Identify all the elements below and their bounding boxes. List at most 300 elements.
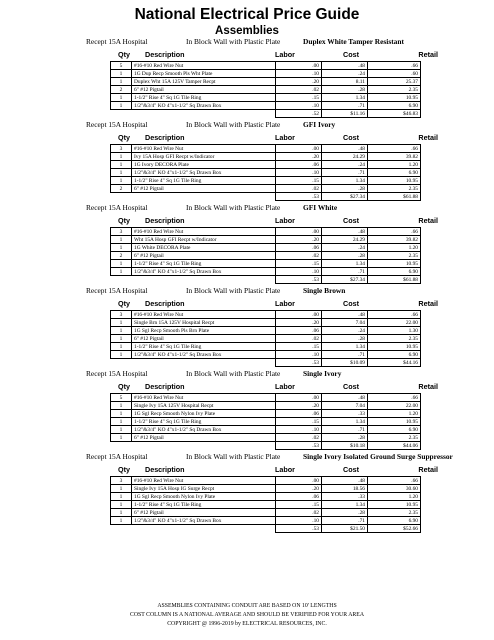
cell-qty: 1	[111, 78, 132, 86]
cell-description: 1G White DECORA Plate	[132, 244, 276, 252]
cell-qty: 3	[111, 145, 132, 153]
cell-description: 1/2"&3/4" KO 4"x1-1/2" Sq Drawn Box	[132, 169, 276, 177]
cell-description: 1/2"&3/4" KO 4"x1-1/2" Sq Drawn Box	[132, 426, 276, 434]
cell-cost: 24.29	[322, 236, 368, 244]
cell-cost: 1.34	[322, 177, 368, 185]
cell-labor: .10	[276, 268, 322, 276]
cell-retail: 2.35	[368, 509, 421, 517]
cell-retail: 1.30	[368, 327, 421, 335]
table-row	[111, 260, 421, 268]
box-type: In Block Wall with Plastic Plate	[186, 369, 281, 378]
cell-labor: .10	[276, 102, 322, 110]
cell-qty: 1	[111, 244, 132, 252]
table-row	[111, 244, 421, 252]
total-labor: .52	[276, 110, 322, 118]
device-type: Single Ivory	[303, 369, 342, 378]
col-description-header: Description	[145, 50, 185, 59]
cell-labor: .10	[276, 426, 322, 434]
table-row	[111, 153, 421, 161]
cell-qty: 1	[111, 319, 132, 327]
cell-retail: 2.35	[368, 335, 421, 343]
cell-labor: .02	[276, 86, 322, 94]
cell-qty: 1	[111, 509, 132, 517]
cell-labor: .00	[276, 228, 322, 236]
cell-labor: .06	[276, 493, 322, 501]
cell-retail: 10.95	[368, 177, 421, 185]
col-description-header: Description	[145, 299, 185, 308]
box-type: In Block Wall with Plastic Plate	[186, 120, 281, 129]
cell-cost: .48	[322, 477, 368, 485]
cell-retail: 2.35	[368, 434, 421, 442]
table-row	[111, 86, 421, 94]
cell-description: 1-1/2" Rise 4" Sq 1G Tile Ring	[132, 418, 276, 426]
cell-cost: 1.34	[322, 260, 368, 268]
section-header	[0, 451, 494, 463]
cell-cost: .24	[322, 161, 368, 169]
total-row	[111, 525, 421, 533]
cell-qty: 1	[111, 169, 132, 177]
recept-type: Recept 15A Hospital	[86, 120, 148, 129]
device-type: Duplex White Tamper Resistant	[303, 37, 404, 46]
cell-labor: .20	[276, 485, 322, 493]
cell-description: 6" #12 Pigtail	[132, 335, 276, 343]
total-labor: .53	[276, 276, 322, 284]
cell-qty: 1	[111, 161, 132, 169]
table-row	[111, 343, 421, 351]
page-title: National Electrical Price Guide	[134, 6, 360, 23]
cell-retail: 2.35	[368, 252, 421, 260]
cell-cost: .71	[322, 102, 368, 110]
items-table	[110, 393, 421, 450]
col-labor-header: Labor	[275, 133, 295, 142]
cell-retail: .66	[368, 311, 421, 319]
cell-labor: .15	[276, 94, 322, 102]
cell-description: 6" #12 Pigtail	[132, 434, 276, 442]
col-labor-header: Labor	[275, 50, 295, 59]
cell-empty	[132, 525, 276, 533]
total-labor: .53	[276, 442, 322, 450]
table-row	[111, 493, 421, 501]
cell-qty: 2	[111, 185, 132, 193]
cell-qty: 1	[111, 343, 132, 351]
cell-qty: 1	[111, 335, 132, 343]
cell-description: #16-#10 Red Wire Nut	[132, 311, 276, 319]
table-row	[111, 410, 421, 418]
total-labor: .53	[276, 359, 322, 367]
cell-cost: .71	[322, 169, 368, 177]
cell-description: 1G Sgl Recp Smooth Nylon Ivy Plate	[132, 410, 276, 418]
table-row	[111, 228, 421, 236]
total-retail: $61.88	[368, 276, 421, 284]
cell-retail: 1.20	[368, 410, 421, 418]
assembly-section	[0, 36, 494, 119]
col-qty-header: Qty	[118, 216, 130, 225]
assembly-section	[0, 119, 494, 202]
table-row	[111, 394, 421, 402]
recept-type: Recept 15A Hospital	[86, 369, 148, 378]
table-row	[111, 78, 421, 86]
cell-qty: 1	[111, 426, 132, 434]
total-retail: $61.88	[368, 193, 421, 201]
table-row	[111, 509, 421, 517]
cell-cost: .28	[322, 335, 368, 343]
cell-description: #16-#10 Red Wire Nut	[132, 62, 276, 70]
device-type: Single Ivory Isolated Ground Surge Suppressor	[303, 452, 453, 461]
cell-description: 1/2"&3/4" KO 4"x1-1/2" Sq Drawn Box	[132, 517, 276, 525]
col-labor-header: Labor	[275, 382, 295, 391]
cell-cost: 7.04	[322, 319, 368, 327]
column-headers	[0, 299, 494, 309]
col-qty-header: Qty	[118, 133, 130, 142]
table-row	[111, 335, 421, 343]
cell-retail: 2.35	[368, 86, 421, 94]
table-row	[111, 311, 421, 319]
cell-retail: 6.90	[368, 268, 421, 276]
cell-retail: 1.20	[368, 161, 421, 169]
cell-description: 1G Dup Recp Smooth Pls Wht Plate	[132, 70, 276, 78]
cell-labor: .02	[276, 434, 322, 442]
cell-empty	[111, 276, 132, 284]
col-retail-header: Retail	[418, 382, 438, 391]
total-row	[111, 276, 421, 284]
cell-cost: 1.34	[322, 343, 368, 351]
cell-cost: 1.34	[322, 501, 368, 509]
cell-qty: 1	[111, 260, 132, 268]
cell-retail: 10.95	[368, 260, 421, 268]
col-cost-header: Cost	[343, 465, 359, 474]
total-retail: $46.83	[368, 110, 421, 118]
cell-labor: .06	[276, 161, 322, 169]
cell-labor: .20	[276, 236, 322, 244]
assembly-sections	[0, 36, 494, 534]
cell-qty: 1	[111, 70, 132, 78]
assembly-section	[0, 202, 494, 285]
col-description-header: Description	[145, 216, 185, 225]
cell-labor: .00	[276, 62, 322, 70]
cell-description: #16-#10 Red Wire Nut	[132, 145, 276, 153]
cell-labor: .06	[276, 244, 322, 252]
col-retail-header: Retail	[418, 216, 438, 225]
table-row	[111, 185, 421, 193]
cell-qty: 2	[111, 86, 132, 94]
cell-description: 1G Sgl Recp Smooth Pls Brn Plate	[132, 327, 276, 335]
cell-retail: 6.90	[368, 102, 421, 110]
cell-qty: 1	[111, 153, 132, 161]
col-qty-header: Qty	[118, 382, 130, 391]
cell-qty: 1	[111, 434, 132, 442]
cell-description: #16-#10 Red Wire Nut	[132, 477, 276, 485]
total-cost: $27.34	[322, 276, 368, 284]
cell-qty: 1	[111, 102, 132, 110]
cell-retail: .66	[368, 62, 421, 70]
cell-qty: 1	[111, 485, 132, 493]
cell-qty: 2	[111, 252, 132, 260]
cell-description: 1/2"&3/4" KO 4"x1-1/2" Sq Drawn Box	[132, 351, 276, 359]
cell-labor: .02	[276, 335, 322, 343]
cell-labor: .06	[276, 410, 322, 418]
table-row	[111, 501, 421, 509]
cell-labor: .06	[276, 327, 322, 335]
cell-labor: .15	[276, 501, 322, 509]
cell-cost: .48	[322, 145, 368, 153]
cell-retail: 22.00	[368, 319, 421, 327]
cell-retail: 10.95	[368, 418, 421, 426]
cell-description: 6" #12 Pigtail	[132, 185, 276, 193]
cell-labor: .10	[276, 351, 322, 359]
assembly-section	[0, 451, 494, 534]
cell-empty	[132, 442, 276, 450]
page-subtitle: Assemblies	[215, 25, 279, 37]
recept-type: Recept 15A Hospital	[86, 37, 148, 46]
column-headers	[0, 382, 494, 392]
col-labor-header: Labor	[275, 216, 295, 225]
cell-qty: 1	[111, 517, 132, 525]
table-row	[111, 177, 421, 185]
total-row	[111, 442, 421, 450]
col-cost-header: Cost	[343, 382, 359, 391]
cell-cost: .48	[322, 311, 368, 319]
cell-retail: 2.35	[368, 185, 421, 193]
table-row	[111, 94, 421, 102]
cell-cost: 24.29	[322, 153, 368, 161]
cell-empty	[132, 276, 276, 284]
items-table	[110, 61, 421, 118]
cell-cost: .71	[322, 268, 368, 276]
cell-qty: 1	[111, 351, 132, 359]
cell-retail: 6.90	[368, 426, 421, 434]
cell-labor: .02	[276, 252, 322, 260]
cell-qty: 1	[111, 327, 132, 335]
total-cost: $10.18	[322, 442, 368, 450]
cell-qty: 1	[111, 236, 132, 244]
section-header	[0, 202, 494, 214]
table-row	[111, 268, 421, 276]
cell-cost: .48	[322, 62, 368, 70]
cell-empty	[132, 110, 276, 118]
cell-retail: 10.95	[368, 343, 421, 351]
cell-description: 1/2"&3/4" KO 4"x1-1/2" Sq Drawn Box	[132, 268, 276, 276]
section-header	[0, 285, 494, 297]
total-retail: $52.66	[368, 525, 421, 533]
cell-description: 1-1/2" Rise 4" Sq 1G Tile Ring	[132, 94, 276, 102]
table-row	[111, 161, 421, 169]
table-row	[111, 327, 421, 335]
cell-description: Single Ivy 15A 125V Hospital Recpt	[132, 402, 276, 410]
col-description-header: Description	[145, 133, 185, 142]
total-row	[111, 359, 421, 367]
total-retail: $44.16	[368, 359, 421, 367]
cell-description: 6" #12 Pigtail	[132, 86, 276, 94]
table-row	[111, 477, 421, 485]
col-cost-header: Cost	[343, 50, 359, 59]
cell-description: 1G Ivory DECORA Plate	[132, 161, 276, 169]
cell-qty: 3	[111, 228, 132, 236]
cell-empty	[111, 359, 132, 367]
cell-retail: 10.95	[368, 501, 421, 509]
col-qty-header: Qty	[118, 299, 130, 308]
box-type: In Block Wall with Plastic Plate	[186, 37, 281, 46]
cell-qty: 1	[111, 501, 132, 509]
cell-retail: .66	[368, 394, 421, 402]
cell-cost: .48	[322, 228, 368, 236]
cell-cost: 8.11	[322, 78, 368, 86]
cell-labor: .10	[276, 517, 322, 525]
cell-description: Single Ivy 15A Hosp IG Surge Recpt	[132, 485, 276, 493]
cell-qty: 1	[111, 418, 132, 426]
col-description-header: Description	[145, 382, 185, 391]
cell-labor: .15	[276, 177, 322, 185]
table-row	[111, 62, 421, 70]
cell-cost: .28	[322, 185, 368, 193]
cell-retail: 39.82	[368, 236, 421, 244]
cell-qty: 1	[111, 94, 132, 102]
cell-retail: 22.00	[368, 402, 421, 410]
cell-labor: .00	[276, 145, 322, 153]
total-cost: $21.50	[322, 525, 368, 533]
cell-retail: 6.90	[368, 351, 421, 359]
device-type: GFI Ivory	[303, 120, 336, 129]
cell-cost: 1.34	[322, 94, 368, 102]
recept-type: Recept 15A Hospital	[86, 286, 148, 295]
table-row	[111, 145, 421, 153]
table-row	[111, 102, 421, 110]
table-row	[111, 169, 421, 177]
cell-description: 1/2"&3/4" KO 4"x1-1/2" Sq Drawn Box	[132, 102, 276, 110]
col-retail-header: Retail	[418, 50, 438, 59]
cell-labor: .10	[276, 70, 322, 78]
total-cost: $27.34	[322, 193, 368, 201]
cell-description: 1-1/2" Rise 4" Sq 1G Tile Ring	[132, 260, 276, 268]
section-header	[0, 119, 494, 131]
recept-type: Recept 15A Hospital	[86, 452, 148, 461]
cell-cost: .28	[322, 434, 368, 442]
items-table	[110, 476, 421, 533]
cell-qty: 3	[111, 477, 132, 485]
cell-retail: 10.95	[368, 94, 421, 102]
cell-cost: 1.34	[322, 418, 368, 426]
cell-cost: .24	[322, 70, 368, 78]
table-row	[111, 426, 421, 434]
items-table	[110, 144, 421, 201]
cell-cost: .33	[322, 410, 368, 418]
cell-description: Duplex Wht 15A 125V Tamper Recpt	[132, 78, 276, 86]
cell-description: Single Brn 15A 125V Hospital Recpt	[132, 319, 276, 327]
cell-empty	[132, 359, 276, 367]
cell-labor: .20	[276, 153, 322, 161]
cell-labor: .10	[276, 169, 322, 177]
cell-labor: .02	[276, 509, 322, 517]
table-row	[111, 252, 421, 260]
table-row	[111, 351, 421, 359]
cell-empty	[111, 110, 132, 118]
cell-cost: .48	[322, 394, 368, 402]
cell-description: 1G Sgl Recp Smooth Nylon Ivy Plate	[132, 493, 276, 501]
cell-qty: 1	[111, 268, 132, 276]
cell-description: 1-1/2" Rise 4" Sq 1G Tile Ring	[132, 177, 276, 185]
col-description-header: Description	[145, 465, 185, 474]
cell-qty: 5	[111, 62, 132, 70]
section-header	[0, 36, 494, 48]
cell-labor: .00	[276, 477, 322, 485]
cell-retail: .66	[368, 145, 421, 153]
cell-retail: .60	[368, 70, 421, 78]
device-type: GFI White	[303, 203, 338, 212]
device-type: Single Brown	[303, 286, 346, 295]
cell-labor: .00	[276, 311, 322, 319]
cell-labor: .15	[276, 418, 322, 426]
cell-retail: 30.60	[368, 485, 421, 493]
col-qty-header: Qty	[118, 465, 130, 474]
cell-retail: 25.37	[368, 78, 421, 86]
cell-cost: .71	[322, 426, 368, 434]
cell-labor: .15	[276, 260, 322, 268]
col-retail-header: Retail	[418, 133, 438, 142]
cell-description: 6" #12 Pigtail	[132, 509, 276, 517]
cell-empty	[132, 193, 276, 201]
cell-cost: .28	[322, 86, 368, 94]
cell-cost: .24	[322, 244, 368, 252]
cell-description: 6" #12 Pigtail	[132, 252, 276, 260]
cell-qty: 1	[111, 493, 132, 501]
box-type: In Block Wall with Plastic Plate	[186, 203, 281, 212]
cell-cost: .24	[322, 327, 368, 335]
cell-labor: .00	[276, 394, 322, 402]
table-row	[111, 319, 421, 327]
table-row	[111, 517, 421, 525]
footer-note-cost: COST COLUMN IS A NATIONAL AVERAGE AND SHOULD BE VERIFIED FOR YOUR AREA	[129, 612, 365, 618]
total-retail: $44.06	[368, 442, 421, 450]
cell-empty	[111, 442, 132, 450]
col-retail-header: Retail	[418, 299, 438, 308]
cell-retail: 1.20	[368, 244, 421, 252]
column-headers	[0, 465, 494, 475]
column-headers	[0, 50, 494, 60]
table-row	[111, 434, 421, 442]
cell-cost: .71	[322, 351, 368, 359]
box-type: In Block Wall with Plastic Plate	[186, 286, 281, 295]
total-labor: .53	[276, 193, 322, 201]
section-header	[0, 368, 494, 380]
cell-qty: 1	[111, 177, 132, 185]
cell-cost: 18.56	[322, 485, 368, 493]
cell-description: #16-#10 Red Wire Nut	[132, 228, 276, 236]
cell-qty: 1	[111, 402, 132, 410]
cell-cost: 7.04	[322, 402, 368, 410]
footer-copyright: COPYRIGHT @ 1996-2019 by ELECTRICAL RESOURCES, INC.	[167, 621, 327, 627]
cell-empty	[111, 525, 132, 533]
cell-qty: 5	[111, 394, 132, 402]
total-cost: $11.16	[322, 110, 368, 118]
table-row	[111, 236, 421, 244]
items-table	[110, 310, 421, 367]
cell-retail: .66	[368, 477, 421, 485]
cell-retail: 39.82	[368, 153, 421, 161]
total-labor: .53	[276, 525, 322, 533]
cell-labor: .15	[276, 343, 322, 351]
cell-qty: 3	[111, 311, 132, 319]
col-cost-header: Cost	[343, 133, 359, 142]
table-row	[111, 485, 421, 493]
col-retail-header: Retail	[418, 465, 438, 474]
assembly-section	[0, 368, 494, 451]
footer-note-conduit: ASSEMBLIES CONTAINING CONDUIT ARE BASED ON 10' LENGTHS	[157, 603, 337, 609]
cell-cost: .28	[322, 509, 368, 517]
cell-description: Ivy 15A Hosp GFI Recpt w/Indicator	[132, 153, 276, 161]
cell-retail: 1.20	[368, 493, 421, 501]
table-row	[111, 70, 421, 78]
cell-cost: .28	[322, 252, 368, 260]
cell-description: 1-1/2" Rise 4" Sq 1G Tile Ring	[132, 501, 276, 509]
